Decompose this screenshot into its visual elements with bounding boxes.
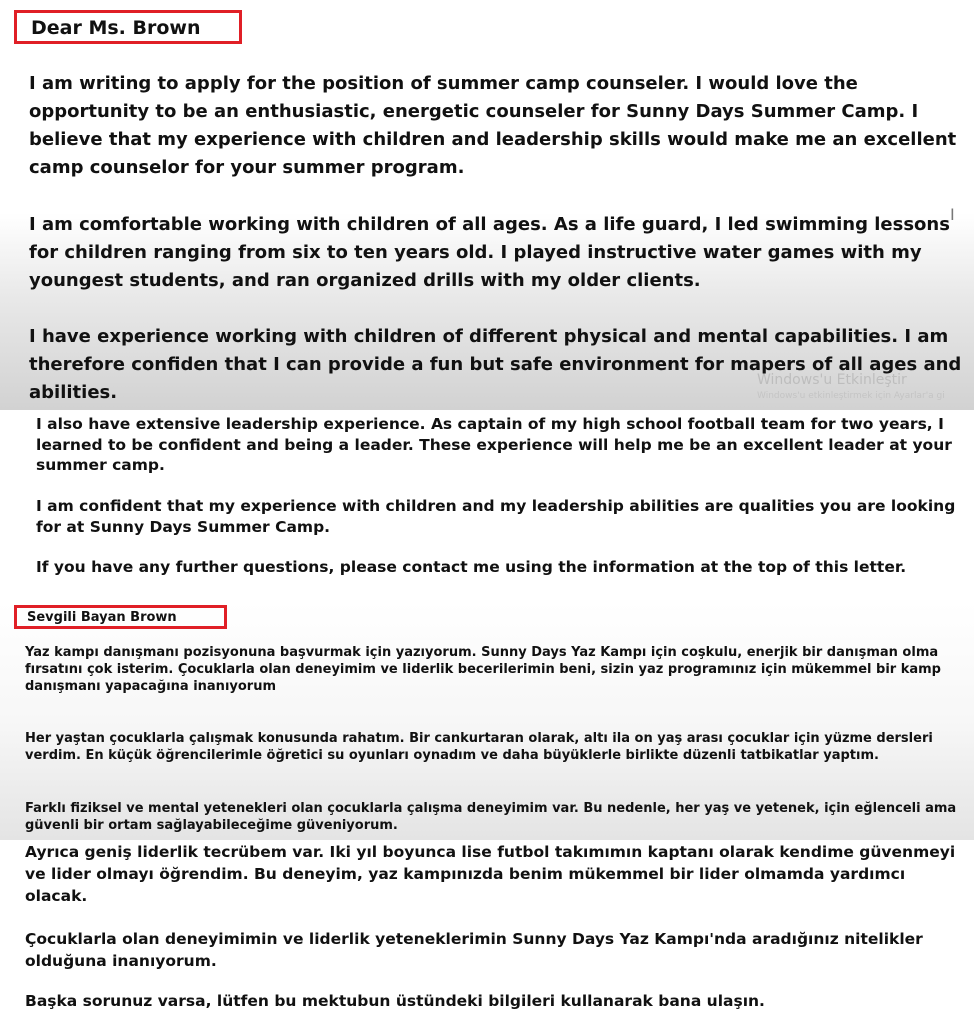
turkish-paragraph-2: Her yaştan çocuklarla çalışmak konusunda rahatım. Bir cankurtaran olarak, altı ila on yaş arası çocuklar için yüzme dersleri verdim. En küçük öğrencilerimle öğretici su oyunları oynadım ve daha büyüklerle birlikte düzenli tatbikatlar yaptım. [25, 731, 933, 763]
english-greeting: Dear Ms. Brown [14, 10, 242, 44]
text-cursor-icon: I [950, 205, 955, 224]
screen-gap [286, 383, 714, 410]
english-paragraph-4: I also have extensive leadership experience. As captain of my high school football team for two years, I learned to be confident and being a leader. These experience will help me be an excellent leader at your summer camp. [36, 415, 952, 474]
english-paragraph-3: I have experience working with children of different physical and mental capabilities. I am therefore confiden that I can provide a fun but safe environment for mapers of all ages and abilities. [29, 326, 962, 403]
activation-watermark-subtitle: Windows'u etkinleştirmek için Ayarlar'a gi [757, 391, 945, 401]
turkish-letter-part-2 [0, 840, 962, 1024]
turkish-letter-part-1 [0, 602, 974, 840]
turkish-paragraph-4: Ayrıca geniş liderlik tecrübem var. Iki yıl boyunca lise futbol takımımın kaptanı olarak kendime güvenmeyi ve lider olmayı öğrendim. Bu deneyim, yaz kampınızda benim mükemmel bir lider olmamda yardımcı olacak. [25, 843, 956, 905]
turkish-greeting: Sevgili Bayan Brown [14, 605, 227, 629]
activation-watermark-title: Windows'u Etkinleştir [757, 372, 907, 388]
english-letter-part-1 [0, 0, 974, 410]
turkish-paragraph-5: Çocuklarla olan deneyimimin ve liderlik yeteneklerimin Sunny Days Yaz Kampı'nda aradığınız nitelikler olduğuna inanıyorum. [25, 930, 923, 970]
english-paragraph-2: I am comfortable working with children of all ages. As a life guard, I led swimming lessons for children ranging from six to ten years old. I played instructive water games with my youngest students, and ran organized drills with my older clients. [29, 214, 950, 291]
turkish-paragraph-1: Yaz kampı danışmanı pozisyonuna başvurmak için yazıyorum. Sunny Days Yaz Kampı için coşkulu, enerjik bir danışman olma fırsatını çok isterim. Çocuklarla olan deneyimim ve liderlik becerilerimin beni, sizin yaz programınız için mükemmel bir kamp danışmanı yapacağına inanıyorum [25, 645, 941, 694]
english-paragraph-6: If you have any further questions, please contact me using the information at the top of this letter. [36, 558, 907, 576]
turkish-paragraph-3: Farklı fiziksel ve mental yetenekleri olan çocuklarla çalışma deneyimim var. Bu nedenle, her yaş ve yetenek, için eğlenceli ama güvenli bir ortam sağlayabileceğime güveniyorum. [25, 801, 957, 833]
turkish-paragraph-6: Başka sorunuz varsa, lütfen bu mektubun üstündeki bilgileri kullanarak bana ulaşın. [25, 992, 765, 1010]
english-letter-part-2 [0, 410, 974, 602]
english-paragraph-5: I am confident that my experience with children and my leadership abilities are qualities you are looking for at Sunny Days Summer Camp. [36, 497, 956, 536]
right-edge-strip [962, 840, 974, 1024]
english-paragraph-1: I am writing to apply for the position of summer camp counseler. I would love the opportunity to be an enthusiastic, energetic counseler for Sunny Days Summer Camp. I believe that my experience with children and leadership skills would make me an excellent camp counselor for your summer program. [29, 73, 957, 178]
